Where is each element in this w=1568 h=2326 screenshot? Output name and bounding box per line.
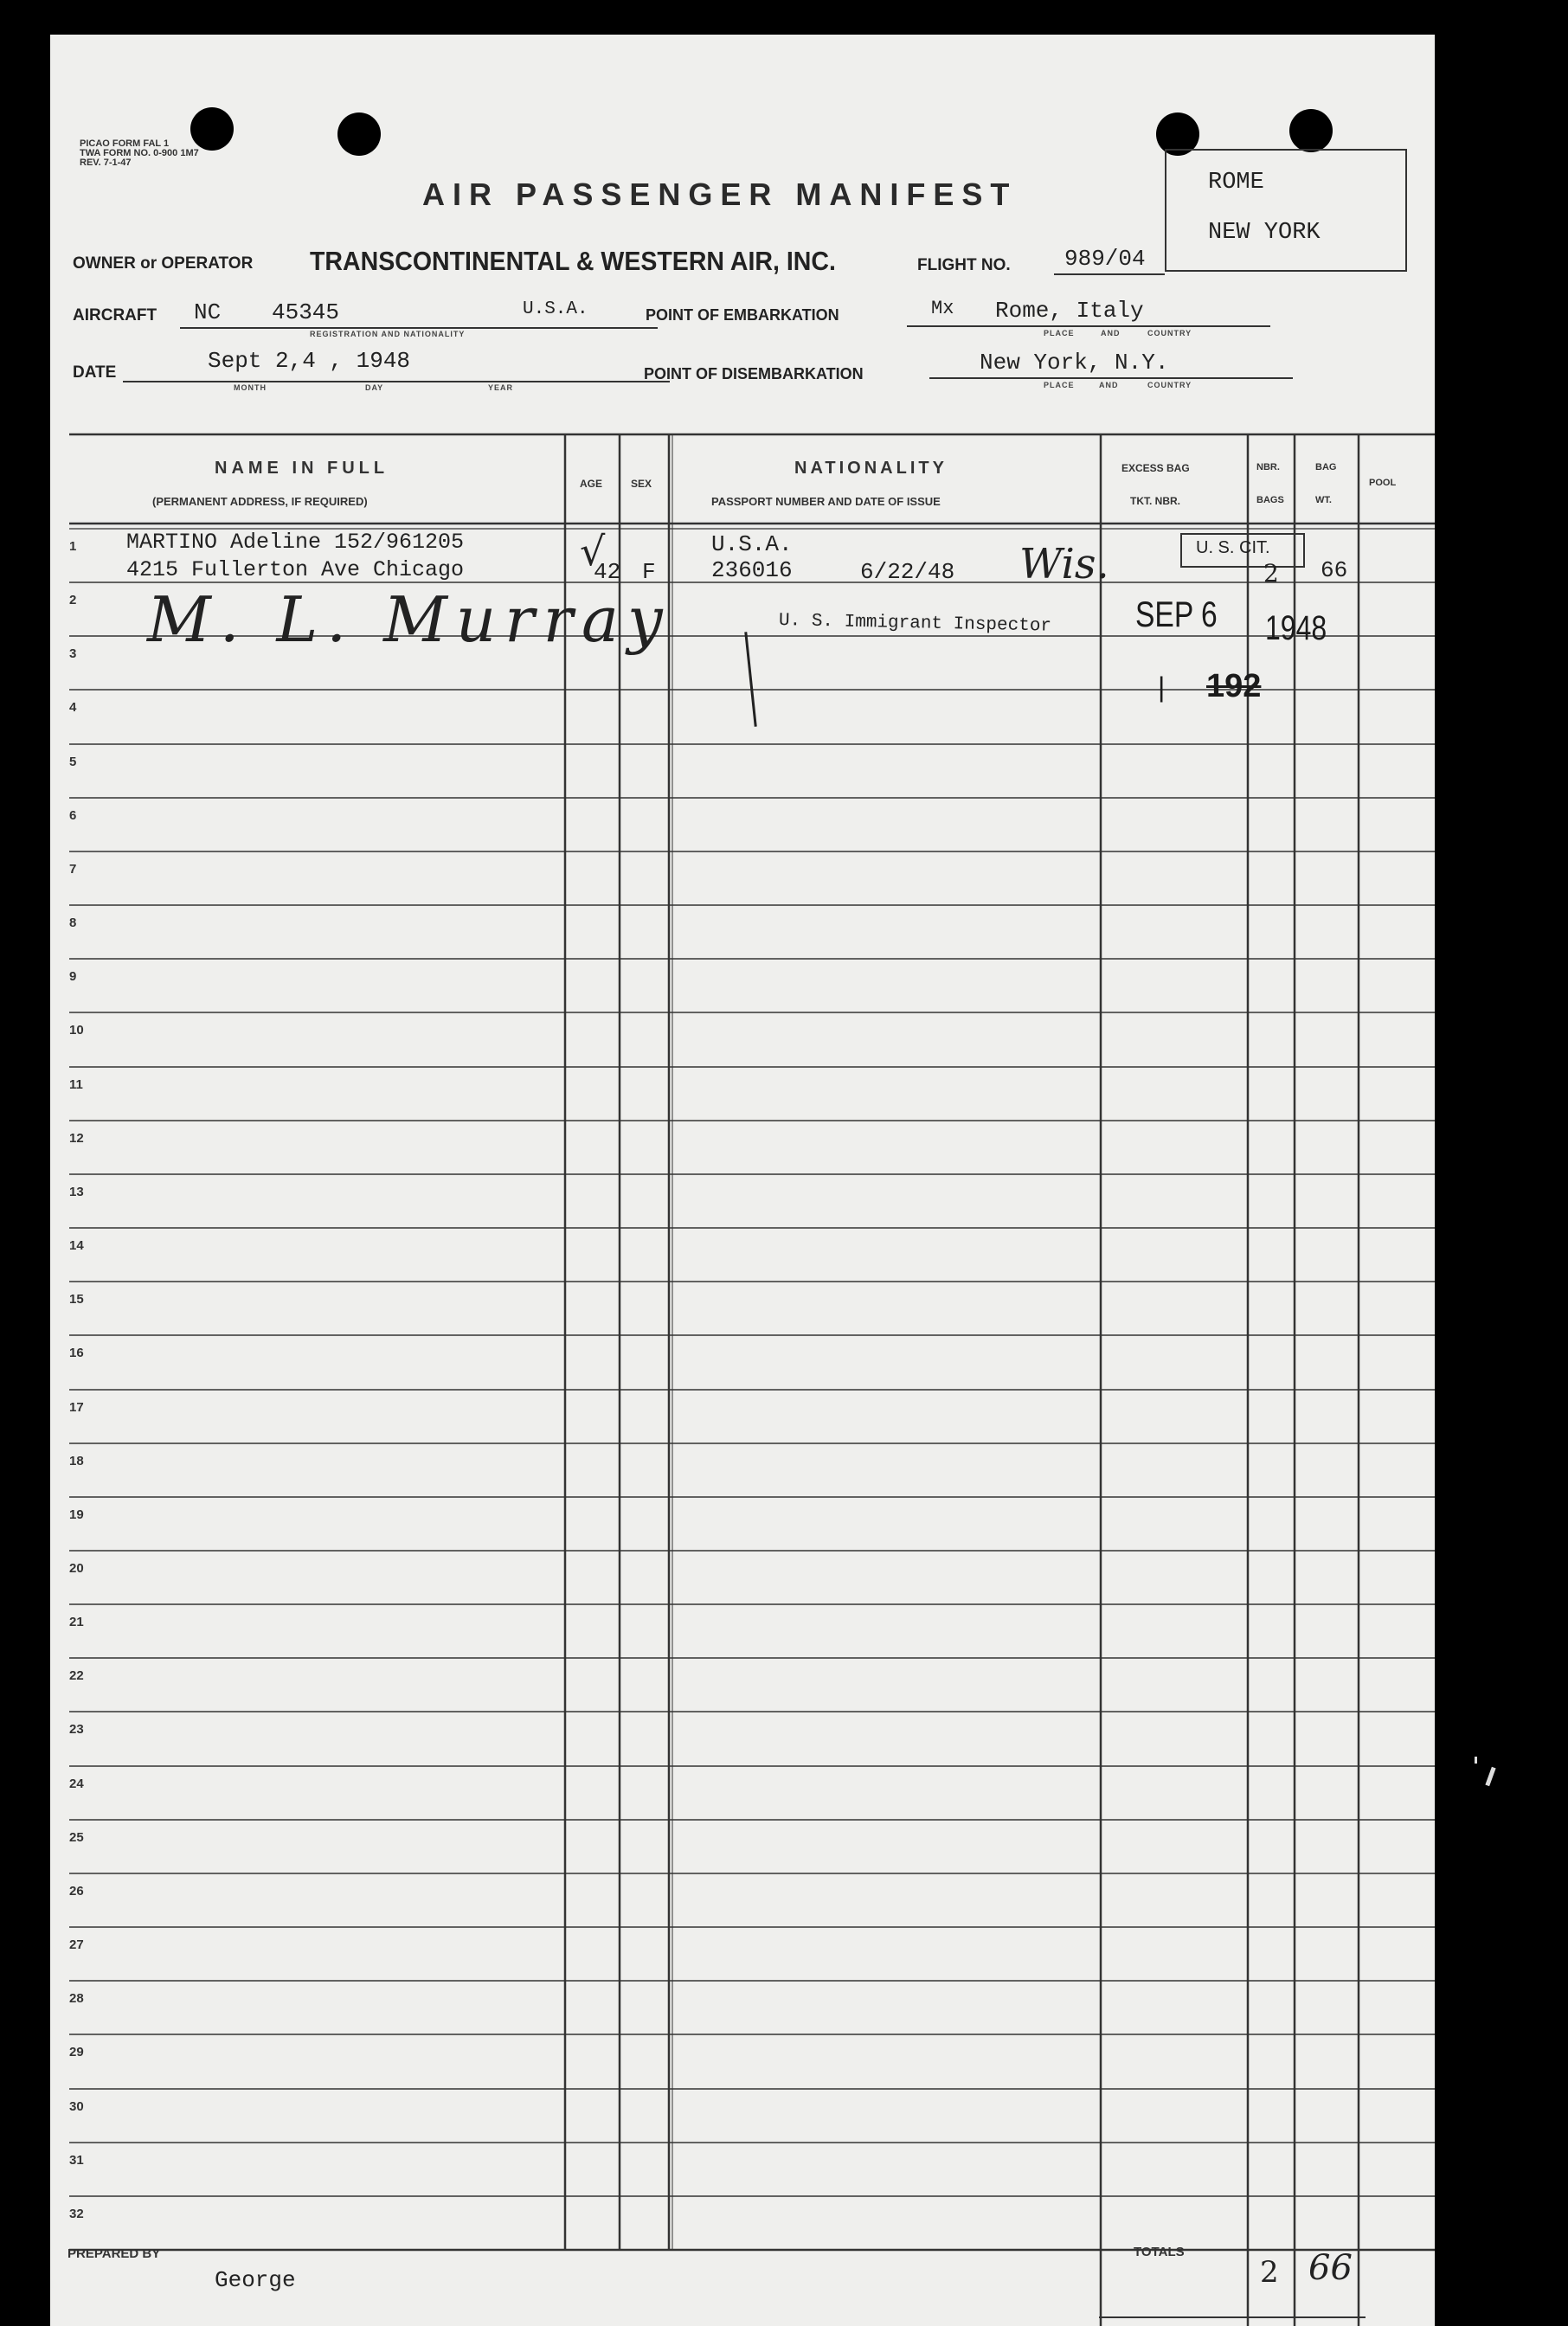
date-sub-day: DAY bbox=[365, 383, 384, 392]
row-number: 3 bbox=[69, 646, 77, 661]
row-number: 17 bbox=[69, 1400, 84, 1415]
row-number: 30 bbox=[69, 2099, 84, 2114]
disembark-sub-place: PLACE bbox=[1044, 381, 1075, 389]
row-number: 11 bbox=[69, 1077, 83, 1092]
form-id-line: TWA FORM NO. 0-900 1M7 bbox=[80, 148, 199, 158]
col-pool-header: POOL bbox=[1369, 478, 1397, 488]
row-number: 21 bbox=[69, 1615, 84, 1629]
col-bag-header-2: WT. bbox=[1315, 495, 1332, 505]
embark-value: Rome, Italy bbox=[995, 298, 1144, 324]
row-number: 15 bbox=[69, 1292, 84, 1307]
row-number: 4 bbox=[69, 700, 77, 715]
inspector-title: U. S. Immigrant Inspector bbox=[778, 611, 1052, 637]
inspector-stamp-date: SEP 6 bbox=[1135, 594, 1218, 634]
col-nationality-header: NATIONALITY bbox=[794, 459, 948, 478]
edge-speck bbox=[1485, 1767, 1495, 1786]
date-sub-month: MONTH bbox=[234, 383, 267, 392]
col-name-header: NAME IN FULL bbox=[215, 459, 389, 478]
passenger-issue-date: 6/22/48 bbox=[860, 559, 955, 585]
stamp-mark: | bbox=[1158, 671, 1166, 703]
col-excess-header-1: EXCESS BAG bbox=[1121, 462, 1190, 474]
passenger-note: Wis. bbox=[1019, 540, 1109, 588]
aircraft-country: U.S.A. bbox=[523, 299, 588, 319]
passenger-nationality: U.S.A. bbox=[711, 531, 793, 557]
embark-sub-and: AND bbox=[1101, 329, 1121, 337]
col-excess-header-2: TKT. NBR. bbox=[1130, 495, 1180, 507]
edge-speck bbox=[1475, 1757, 1477, 1764]
col-nbr-header-2: BAGS bbox=[1256, 495, 1284, 505]
row-number: 25 bbox=[69, 1830, 84, 1845]
row-number: 12 bbox=[69, 1131, 84, 1146]
totals-weight: 66 bbox=[1308, 2248, 1353, 2288]
aircraft-number: 45345 bbox=[272, 299, 340, 325]
row-number: 29 bbox=[69, 2045, 84, 2059]
passenger-check-mark: √ bbox=[580, 528, 606, 575]
col-age-header: AGE bbox=[580, 478, 603, 490]
disembark-sub-and: AND bbox=[1099, 381, 1119, 389]
passenger-age: 42 bbox=[594, 559, 621, 585]
row-number: 31 bbox=[69, 2153, 84, 2168]
row-number: 10 bbox=[69, 1023, 84, 1038]
disembark-value: New York, N.Y. bbox=[980, 350, 1169, 376]
date-value: Sept 2,4 , 1948 bbox=[208, 348, 411, 374]
row-number: 32 bbox=[69, 2207, 84, 2221]
row-number: 28 bbox=[69, 1991, 84, 2006]
col-bag-header-1: BAG bbox=[1315, 462, 1337, 472]
row-number: 16 bbox=[69, 1346, 84, 1360]
row-number: 6 bbox=[69, 808, 77, 823]
row-number: 18 bbox=[69, 1454, 84, 1468]
row-number: 22 bbox=[69, 1668, 84, 1683]
form-id-line: PICAO FORM FAL 1 bbox=[80, 138, 170, 149]
passenger-bag-weight: 66 bbox=[1321, 557, 1348, 583]
form-id-line: REV. 7-1-47 bbox=[80, 157, 132, 168]
aircraft-prefix: NC bbox=[194, 299, 222, 325]
row-number: 2 bbox=[69, 593, 77, 607]
route-destination: NEW YORK bbox=[1208, 220, 1321, 246]
row-number: 26 bbox=[69, 1884, 84, 1899]
route-origin: ROME bbox=[1208, 170, 1264, 196]
row-number: 5 bbox=[69, 755, 77, 769]
aircraft-sub: REGISTRATION AND NATIONALITY bbox=[310, 330, 466, 338]
inspector-stamp-number: 192 bbox=[1206, 668, 1262, 704]
citizen-stamp-text: U. S. CIT. bbox=[1196, 538, 1270, 557]
date-sub-year: YEAR bbox=[488, 383, 514, 392]
row-number: 1 bbox=[69, 539, 77, 554]
citizen-stamp bbox=[1180, 533, 1305, 568]
prepared-by-label: PREPARED BY bbox=[67, 2246, 161, 2261]
row-number: 13 bbox=[69, 1185, 84, 1199]
row-number: 19 bbox=[69, 1507, 84, 1522]
owner-label: OWNER or OPERATOR bbox=[73, 254, 254, 273]
manifest-grid bbox=[50, 35, 1435, 2326]
page-title: AIR PASSENGER MANIFEST bbox=[422, 177, 1018, 212]
row-number: 14 bbox=[69, 1238, 84, 1253]
embark-strike: Mx bbox=[931, 298, 954, 319]
embark-label: POINT OF EMBARKATION bbox=[646, 306, 839, 324]
col-passport-sub: PASSPORT NUMBER AND DATE OF ISSUE bbox=[711, 495, 941, 508]
embark-sub-place: PLACE bbox=[1044, 329, 1075, 337]
row-number: 23 bbox=[69, 1722, 84, 1737]
passenger-bags: 2 bbox=[1263, 559, 1279, 588]
totals-label: TOTALS bbox=[1134, 2245, 1185, 2259]
inspector-stamp-year: 1948 bbox=[1265, 609, 1327, 647]
col-sex-header: SEX bbox=[631, 478, 652, 490]
disembark-label: POINT OF DISEMBARKATION bbox=[644, 365, 864, 382]
embark-sub-country: COUNTRY bbox=[1147, 329, 1192, 337]
col-nbr-header-1: NBR. bbox=[1256, 462, 1280, 472]
disembark-sub-country: COUNTRY bbox=[1147, 381, 1192, 389]
flight-value: 989/04 bbox=[1064, 246, 1146, 272]
passenger-name: MARTINO Adeline 152/961205 bbox=[126, 530, 465, 555]
aircraft-label: AIRCRAFT bbox=[73, 306, 157, 324]
passenger-address: 4215 Fullerton Ave Chicago bbox=[126, 557, 465, 582]
owner-value: TRANSCONTINENTAL & WESTERN AIR, INC. bbox=[310, 246, 836, 276]
row-number: 20 bbox=[69, 1561, 84, 1576]
totals-bags: 2 bbox=[1260, 2255, 1279, 2290]
flight-label: FLIGHT NO. bbox=[917, 256, 1011, 274]
inspector-signature: M. L. Murray bbox=[147, 583, 672, 656]
row-number: 7 bbox=[69, 862, 77, 877]
date-label: DATE bbox=[73, 363, 117, 382]
prepared-by-value: George bbox=[215, 2267, 296, 2293]
row-number: 24 bbox=[69, 1777, 84, 1791]
row-number: 27 bbox=[69, 1937, 84, 1952]
manifest-sheet bbox=[50, 35, 1435, 2326]
passenger-sex: F bbox=[642, 559, 656, 585]
row-number: 9 bbox=[69, 969, 77, 984]
col-name-sub: (PERMANENT ADDRESS, IF REQUIRED) bbox=[152, 495, 368, 508]
row-number: 8 bbox=[69, 916, 77, 930]
passenger-passport: 236016 bbox=[711, 557, 793, 583]
